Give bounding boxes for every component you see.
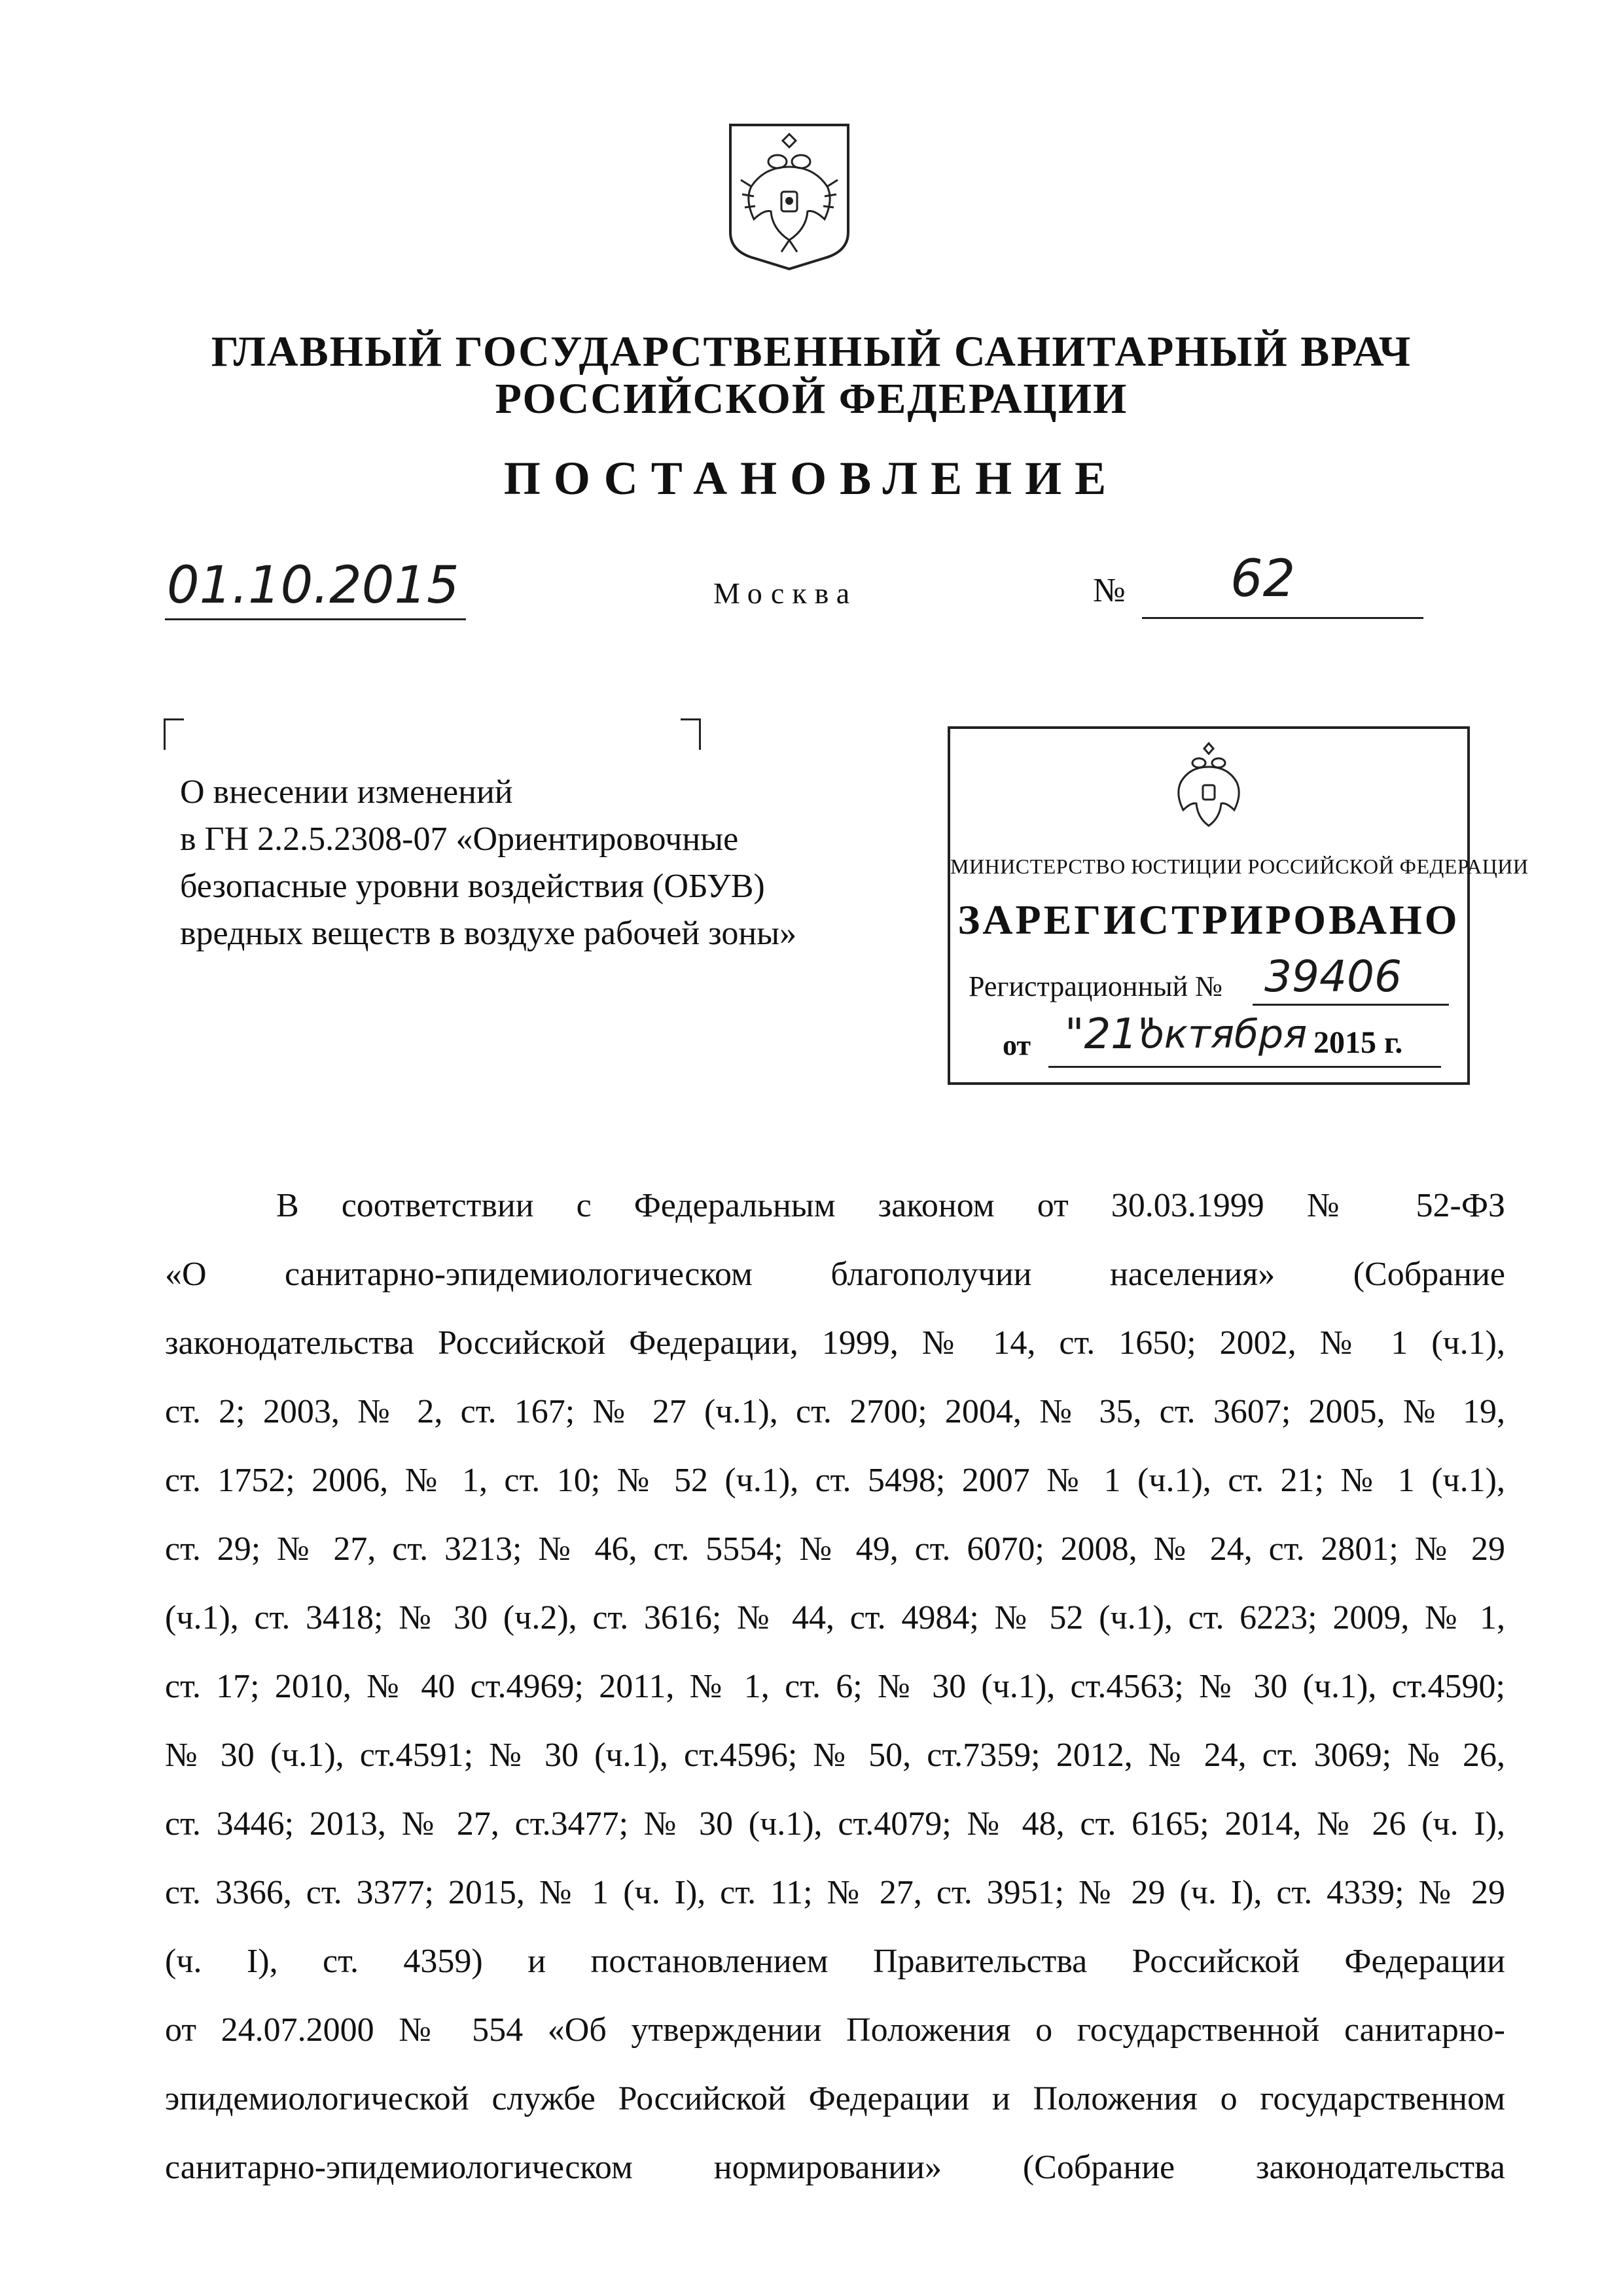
- body-line: № 30 (ч.1), ст.4591; № 30 (ч.1), ст.4596; № 50, ст.7359; 2012, № 24, ст. 3069; № 26,: [165, 1737, 1505, 1774]
- document-subject: [180, 769, 796, 957]
- stamp-from-day: "21": [1065, 1010, 1157, 1059]
- registration-stamp: [948, 726, 1529, 1085]
- body-line: ст. 29; № 27, ст. 3213; № 46, ст. 5554; № 49, ст. 6070; 2008, № 24, ст. 2801; № 29: [165, 1530, 1505, 1568]
- body-line: законодательства Российской Федерации, 1999, № 14, ст. 1650; 2002, № 1 (ч.1),: [165, 1324, 1505, 1362]
- document-body: [165, 1171, 1505, 2202]
- stamp-from-year: 2015 г.: [1313, 1025, 1403, 1060]
- stamp-from-label: от: [1003, 1029, 1031, 1061]
- number-sign: №: [1093, 572, 1126, 609]
- authority-title-line-2: РОССИЙСКОЙ ФЕДЕРАЦИИ: [495, 375, 1128, 423]
- document-place: Москва: [713, 576, 858, 610]
- body-line: санитарно-эпидемиологическом нормировании» (Собрание законодательства: [165, 2149, 1505, 2186]
- body-line: ст. 17; 2010, № 40 ст.4969; 2011, № 1, ст. 6; № 30 (ч.1), ст.4563; № 30 (ч.1), ст.4590;: [165, 1668, 1505, 1705]
- subject-line: вредных веществ в воздухе рабочей зоны»: [180, 915, 797, 952]
- body-line: эпидемиологической службе Российской Федерации и Положения о государственном: [165, 2080, 1505, 2117]
- subject-line: О внесении изменений: [180, 773, 513, 811]
- title-bracket-left: [164, 718, 184, 750]
- coat-of-arms-icon: [725, 121, 853, 272]
- subject-line: безопасные уровни воздействия (ОБУВ): [180, 868, 765, 905]
- stamp-status: ЗАРЕГИСТРИРОВАНО: [957, 896, 1460, 943]
- body-line: от 24.07.2000 № 554 «Об утверждении Положения о государственной санитарно-: [165, 2011, 1505, 2049]
- stamp-ministry: МИНИСТЕРСТВО ЮСТИЦИИ РОССИЙСКОЙ ФЕДЕРАЦИИ: [950, 855, 1529, 878]
- body-line: В соответствии с Федеральным законом от 30.03.1999 № 52-ФЗ: [276, 1187, 1505, 1224]
- document-type-heading: ПОСТАНОВЛЕНИЕ: [503, 452, 1120, 504]
- body-line: (ч.1), ст. 3418; № 30 (ч.2), ст. 3616; № 44, ст. 4984; № 52 (ч.1), ст. 6223; 2009, № 1,: [165, 1599, 1505, 1636]
- document-number: 62: [1230, 550, 1296, 609]
- subject-line: в ГН 2.2.5.2308-07 «Ориентировочные: [180, 821, 739, 858]
- stamp-reg-number: 39406: [1264, 951, 1402, 1002]
- authority-title-line-1: ГЛАВНЫЙ ГОСУДАРСТВЕННЫЙ САНИТАРНЫЙ ВРАЧ: [211, 328, 1412, 376]
- title-bracket-right: [681, 718, 701, 750]
- body-line: ст. 2; 2003, № 2, ст. 167; № 27 (ч.1), ст. 2700; 2004, № 35, ст. 3607; 2005, № 19,: [165, 1393, 1505, 1430]
- body-line: (ч. I), ст. 4359) и постановлением Правительства Российской Федерации: [165, 1943, 1505, 1980]
- stamp-reg-label: Регистрационный №: [969, 970, 1223, 1002]
- stamp-eagle-icon: [1166, 742, 1251, 830]
- document-date: 01.10.2015: [167, 556, 459, 615]
- body-line: «О санитарно-эпидемиологическом благополучии населения» (Собрание: [165, 1256, 1505, 1293]
- body-line: ст. 3446; 2013, № 27, ст.3477; № 30 (ч.1), ст.4079; № 48, ст. 6165; 2014, № 26 (ч. I),: [165, 1805, 1505, 1843]
- stamp-from-underline: [1048, 1066, 1441, 1068]
- stamp-from-month: октября: [1140, 1012, 1308, 1057]
- date-underline: [165, 618, 466, 620]
- stamp-reg-underline: [1253, 1004, 1449, 1006]
- number-underline: [1142, 617, 1423, 619]
- body-line: ст. 1752; 2006, № 1, ст. 10; № 52 (ч.1), ст. 5498; 2007 № 1 (ч.1), ст. 21; № 1 (ч.1),: [165, 1462, 1505, 1499]
- body-line: ст. 3366, ст. 3377; 2015, № 1 (ч. I), ст. 11; № 27, ст. 3951; № 29 (ч. I), ст. 4339; № 29: [165, 1874, 1505, 1911]
